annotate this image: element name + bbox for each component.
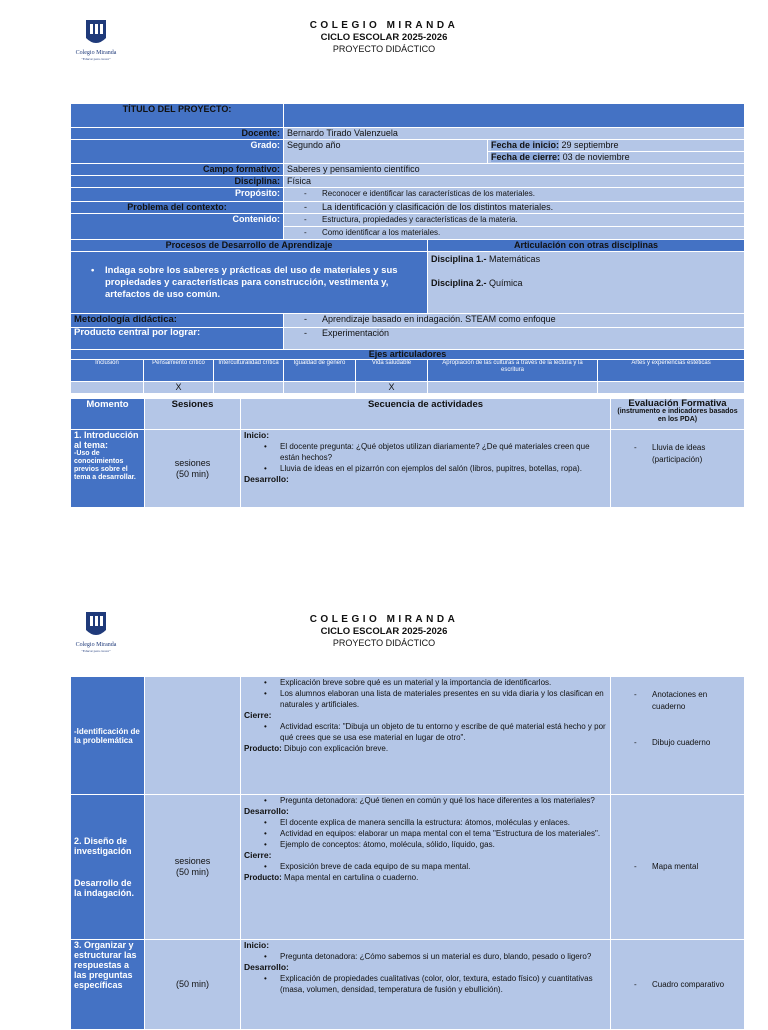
school-cycle: CICLO ESCOLAR 2025-2026	[320, 626, 448, 637]
title-value	[284, 104, 745, 128]
eval-1: - Lluvia de ideas (participación)	[611, 430, 745, 508]
col-moment: Momento	[71, 399, 145, 430]
axes-header: Ejes articuladores	[71, 350, 745, 360]
school-cycle: CICLO ESCOLAR 2025-2026	[320, 32, 448, 43]
svg-text:"Educar para crecer": "Educar para crecer"	[81, 649, 111, 653]
project-info-table	[70, 103, 745, 394]
axis-mark	[214, 382, 284, 394]
field-value: Saberes y pensamiento científico	[284, 164, 745, 176]
sessions-3: (50 min)	[145, 940, 241, 1030]
grade-label: Grado:	[71, 140, 284, 164]
axis-mark	[428, 382, 598, 394]
discipline-label: Disciplina:	[71, 176, 284, 188]
activities-table-page2	[70, 676, 745, 1030]
svg-text:Colegio Miranda: Colegio Miranda	[75, 642, 117, 648]
axis-interculturality: Interculturalidad crítica	[214, 360, 284, 382]
grade-value: Segundo año	[284, 140, 488, 164]
eval-1b: - Anotaciones en cuaderno - Dibujo cuaderno	[611, 677, 745, 795]
axis-mark	[598, 382, 745, 394]
axis-gender-equality: Igualdad de género	[284, 360, 356, 382]
articulation-list: Disciplina 1.- Matemáticas Disciplina 2.- Química	[428, 252, 745, 314]
activities-table-page1	[70, 398, 745, 508]
pda-text: • Indaga sobre los saberes y prácticas del uso de materiales y sus propiedades y características para construcción, vestimenta y, artefactos de uso común.	[71, 252, 428, 314]
end-date: Fecha de cierre: 03 de noviembre	[488, 152, 745, 164]
axis-mark	[71, 382, 144, 394]
school-name: COLEGIO MIRANDA	[309, 614, 459, 625]
sessions-2: sesiones (50 min)	[145, 795, 241, 940]
svg-text:Colegio Miranda: Colegio Miranda	[75, 50, 117, 56]
axis-mark: X	[356, 382, 428, 394]
svg-text:"Educar para crecer": "Educar para crecer"	[81, 57, 111, 61]
sessions-1: sesiones (50 min)	[145, 430, 241, 508]
moment-3: 3. Organizar y estructurar las respuestas a las preguntas específicas	[71, 940, 145, 1030]
product-value: - Experimentación	[284, 328, 745, 350]
eval-3: - Cuadro comparativo	[611, 940, 745, 1030]
teacher-value: Bernardo Tirado Valenzuela	[284, 128, 745, 140]
purpose-value: - Reconocer e identificar las características de los materiales.	[284, 188, 745, 202]
sessions-1b	[145, 677, 241, 795]
method-value: - Aprendizaje basado en indagación. STEAM como enfoque	[284, 314, 745, 328]
moment-2: 2. Diseño de investigación Desarrollo de la indagación.	[71, 795, 145, 940]
page-header	[0, 20, 768, 54]
col-eval: Evaluación Formativa (instrumento e indicadores basados en los PDA)	[611, 399, 745, 430]
axis-healthy-life: Vida saludable	[356, 360, 428, 382]
start-date: Fecha de inicio: 29 septiembre	[488, 140, 745, 152]
col-sessions: Sesiones	[145, 399, 241, 430]
eval-2: - Mapa mental	[611, 795, 745, 940]
purpose-label: Propósito:	[71, 188, 284, 202]
project-label: PROYECTO DIDÁCTICO	[332, 638, 436, 648]
problem-value: - La identificación y clasificación de los distintos materiales.	[284, 202, 745, 214]
moment-1: 1. Introducción al tema: -Uso de conocimientos previos sobre el tema a desarrollar.	[71, 430, 145, 508]
field-label: Campo formativo:	[71, 164, 284, 176]
teacher-label: Docente:	[71, 128, 284, 140]
axis-mark: X	[144, 382, 214, 394]
axis-critical-thinking: Pensamiento crítico	[144, 360, 214, 382]
col-sequence: Secuencia de actividades	[241, 399, 611, 430]
axis-reading-writing: Apropiación de las culturas a través de la lectura y la escritura	[428, 360, 598, 382]
school-name: COLEGIO MIRANDA	[309, 20, 459, 31]
method-label: Metodología didáctica:	[71, 314, 284, 328]
axis-arts: Artes y experiencias estéticas	[598, 360, 745, 382]
sequence-1: Inicio: • El docente pregunta: ¿Qué objetos utilizan diariamente? ¿De qué materiales creen que están hechos? • Lluvia de ideas en el pizarrón con ejemplos del salón (libros, pupitres, botellas, ropa). Desarrollo:	[241, 430, 611, 508]
product-label: Producto central por lograr:	[71, 328, 284, 350]
content-value: - Estructura, propiedades y características de la materia. - Como identificar a los materiales.	[284, 214, 745, 240]
sequence-1b: • Explicación breve sobre qué es un material y la importancia de identificarlos. • Los alumnos elaboran una lista de materiales presentes en su vida diaria y los clasifican en naturales y artificiales. Cierre: • Actividad escrita: "Dibuja un objeto de tu entorno y escribe de qué material está hecho y por qué crees que se usa ese material en lugar de otro". Producto: Dibujo con explicación breve.	[241, 677, 611, 795]
page-header	[0, 614, 768, 648]
moment-1b: -Identificación de la problemática	[71, 677, 145, 795]
axis-mark	[284, 382, 356, 394]
articulation-header: Articulación con otras disciplinas	[428, 240, 745, 252]
title-label: TÍTULO DEL PROYECTO:	[71, 104, 284, 128]
pda-header: Procesos de Desarrollo de Aprendizaje	[71, 240, 428, 252]
sequence-2: • Pregunta detonadora: ¿Qué tienen en común y qué los hace diferentes a los materiales? Desarrollo: • El docente explica de manera sencilla la estructura: átomos, moléculas y enlaces. • Actividad en equipos: elaborar un mapa mental con el tema "Estructura de los materiales". • Ejemplo de conceptos: átomo, molécula, sólido, líquido, gas. Cierre: • Exposición breve de cada equipo de su mapa mental. Producto: Mapa mental en cartulina o cuaderno.	[241, 795, 611, 940]
problem-label: Problema del contexto:	[71, 202, 284, 214]
content-label: Contenido:	[71, 214, 284, 240]
discipline-value: Física	[284, 176, 745, 188]
axis-inclusion: Inclusión	[71, 360, 144, 382]
sequence-3: Inicio: • Pregunta detonadora: ¿Cómo sabemos si un material es duro, blando, pesado o ligero? Desarrollo: • Explicación de propiedades cualitativas (color, olor, textura, estado físico) y cuantitativas (masa, volumen, densidad, temperatura de fusión y ebullición).	[241, 940, 611, 1030]
project-label: PROYECTO DIDÁCTICO	[332, 44, 436, 54]
